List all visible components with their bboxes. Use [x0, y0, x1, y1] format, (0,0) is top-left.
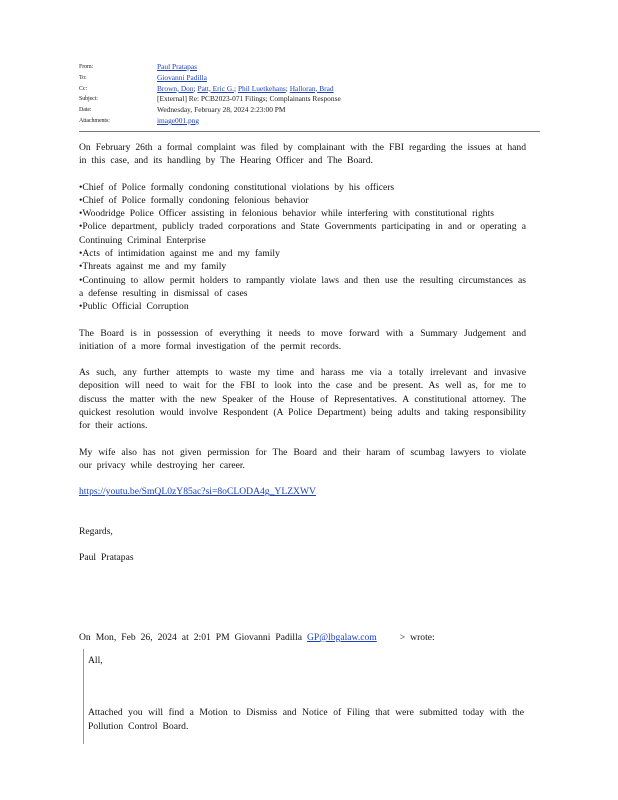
spacer: [79, 538, 526, 551]
cc-link-patt[interactable]: Patt, Eric G.: [197, 83, 235, 93]
quote-bar: [83, 649, 84, 744]
spacer: [88, 680, 524, 693]
spacer: [79, 472, 526, 485]
to-row: [79, 73, 539, 84]
cc-link-halloran[interactable]: Halloran, Brad: [289, 83, 334, 93]
cc-row: [79, 84, 539, 95]
attachment-link[interactable]: image001.png: [157, 115, 200, 125]
cc-separator: ;: [285, 83, 288, 93]
regards-line: Regards,: [79, 525, 113, 537]
spacer: [79, 433, 526, 446]
reply-intro-prefix: On Mon, Feb 26, 2024 at 2:01 PM Giovanni Padilla: [79, 632, 302, 643]
subject-label: Subject:: [79, 96, 98, 103]
spacer: [79, 314, 526, 327]
to-link[interactable]: Giovanni Padilla: [157, 72, 207, 82]
date-row: [79, 105, 539, 116]
header-divider: [79, 131, 540, 132]
signature-line: Paul Pratapas: [79, 551, 134, 563]
cc-link-brown[interactable]: Brown, Don: [157, 83, 194, 93]
spacer: [79, 499, 526, 512]
spacer: [79, 168, 526, 181]
cc-label: Cc:: [79, 85, 88, 92]
email-body: [79, 141, 526, 564]
reply-text: Attached you will find a Motion to Dismiss and Notice of Filing that were submitted today with the Pollution Control Board.: [88, 707, 524, 732]
from-label: From:: [79, 64, 94, 70]
list-item: •Chief of Police formally condoning constitutional violations by his officers: [79, 181, 395, 193]
list-item: •Woodridge Police Officer assisting in felonious behavior while interfering with constitutional rights: [79, 208, 494, 220]
reply-header: [79, 631, 539, 644]
list-item: •Continuing to allow permit holders to rampantly violate laws and then use the resulting circumstances as a defense resulting in dismissal of cases: [79, 274, 526, 299]
subject-row: [79, 94, 539, 105]
subject-value: [External] Re: PCB2023-071 Filings; Complainants Response: [157, 94, 341, 104]
list-item: •Public Official Corruption: [79, 301, 189, 313]
attachments-row: [79, 116, 539, 127]
reply-intro-suffix: > wrote:: [399, 632, 435, 643]
cc-separator: ;: [234, 83, 237, 93]
spacer: [79, 353, 526, 366]
privacy-paragraph: My wife also has not given permission for The Board and their haram of scumbag lawyers to violate our privacy while destroying her career.: [79, 446, 526, 471]
date-value: Wednesday, February 28, 2024 2:23:00 PM: [157, 105, 286, 115]
email-link[interactable]: GP@lbgalaw.com: [307, 632, 377, 643]
board-paragraph: The Board is in possession of everything it needs to move forward with a Summary Judgement and initiation of a more formal investigation of the permit records.: [79, 327, 526, 352]
quoted-message: [88, 654, 524, 733]
list-item: •Police department, publicly traded corporations and State Governments participating in and or operating a Continuing Criminal Enterprise: [79, 221, 526, 246]
complaint-list: [79, 181, 526, 314]
list-item: •Chief of Police formally condoning felonious behavior: [79, 194, 309, 206]
deposition-paragraph: As such, any further attempts to waste my time and harass me via a totally irrelevant and invasive deposition will need to wait for the FBI to look into the case and be present. As well as, for me to discuss the matter with the new Speaker of the House of Representatives. A constitutional attorney. The quickest resolution would involve Respondent (A Police Department) being adults and taking responsibility for their actions.: [79, 367, 526, 432]
reply-greeting: All,: [88, 655, 103, 666]
cc-link-luetkehans[interactable]: Phil Luetkehans: [237, 83, 286, 93]
link-paragraph: [79, 485, 526, 498]
attachments-label: Attachments:: [79, 117, 110, 124]
to-label: To:: [79, 74, 87, 81]
from-row: [79, 62, 539, 73]
spacer: [79, 512, 526, 525]
list-item: •Acts of intimidation against me and my family: [79, 248, 280, 260]
cc-values: [157, 84, 334, 95]
spacer: [88, 667, 524, 680]
spacer: [88, 693, 524, 706]
email-header: [79, 62, 539, 127]
intro-paragraph: On February 26th a formal complaint was filed by complainant with the FBI regarding the issues at hand in this case, and its handling by The Hearing Officer and The Board.: [79, 142, 526, 167]
cc-separator: ;: [193, 83, 196, 93]
date-label: Date:: [79, 107, 92, 114]
list-item: •Threats against me and my family: [79, 261, 227, 273]
from-link[interactable]: Paul Pratapas: [157, 62, 198, 71]
youtube-link[interactable]: https://youtu.be/SmQL0zY85ac?si=8oCLODA4g_YLZXWV: [79, 486, 316, 498]
